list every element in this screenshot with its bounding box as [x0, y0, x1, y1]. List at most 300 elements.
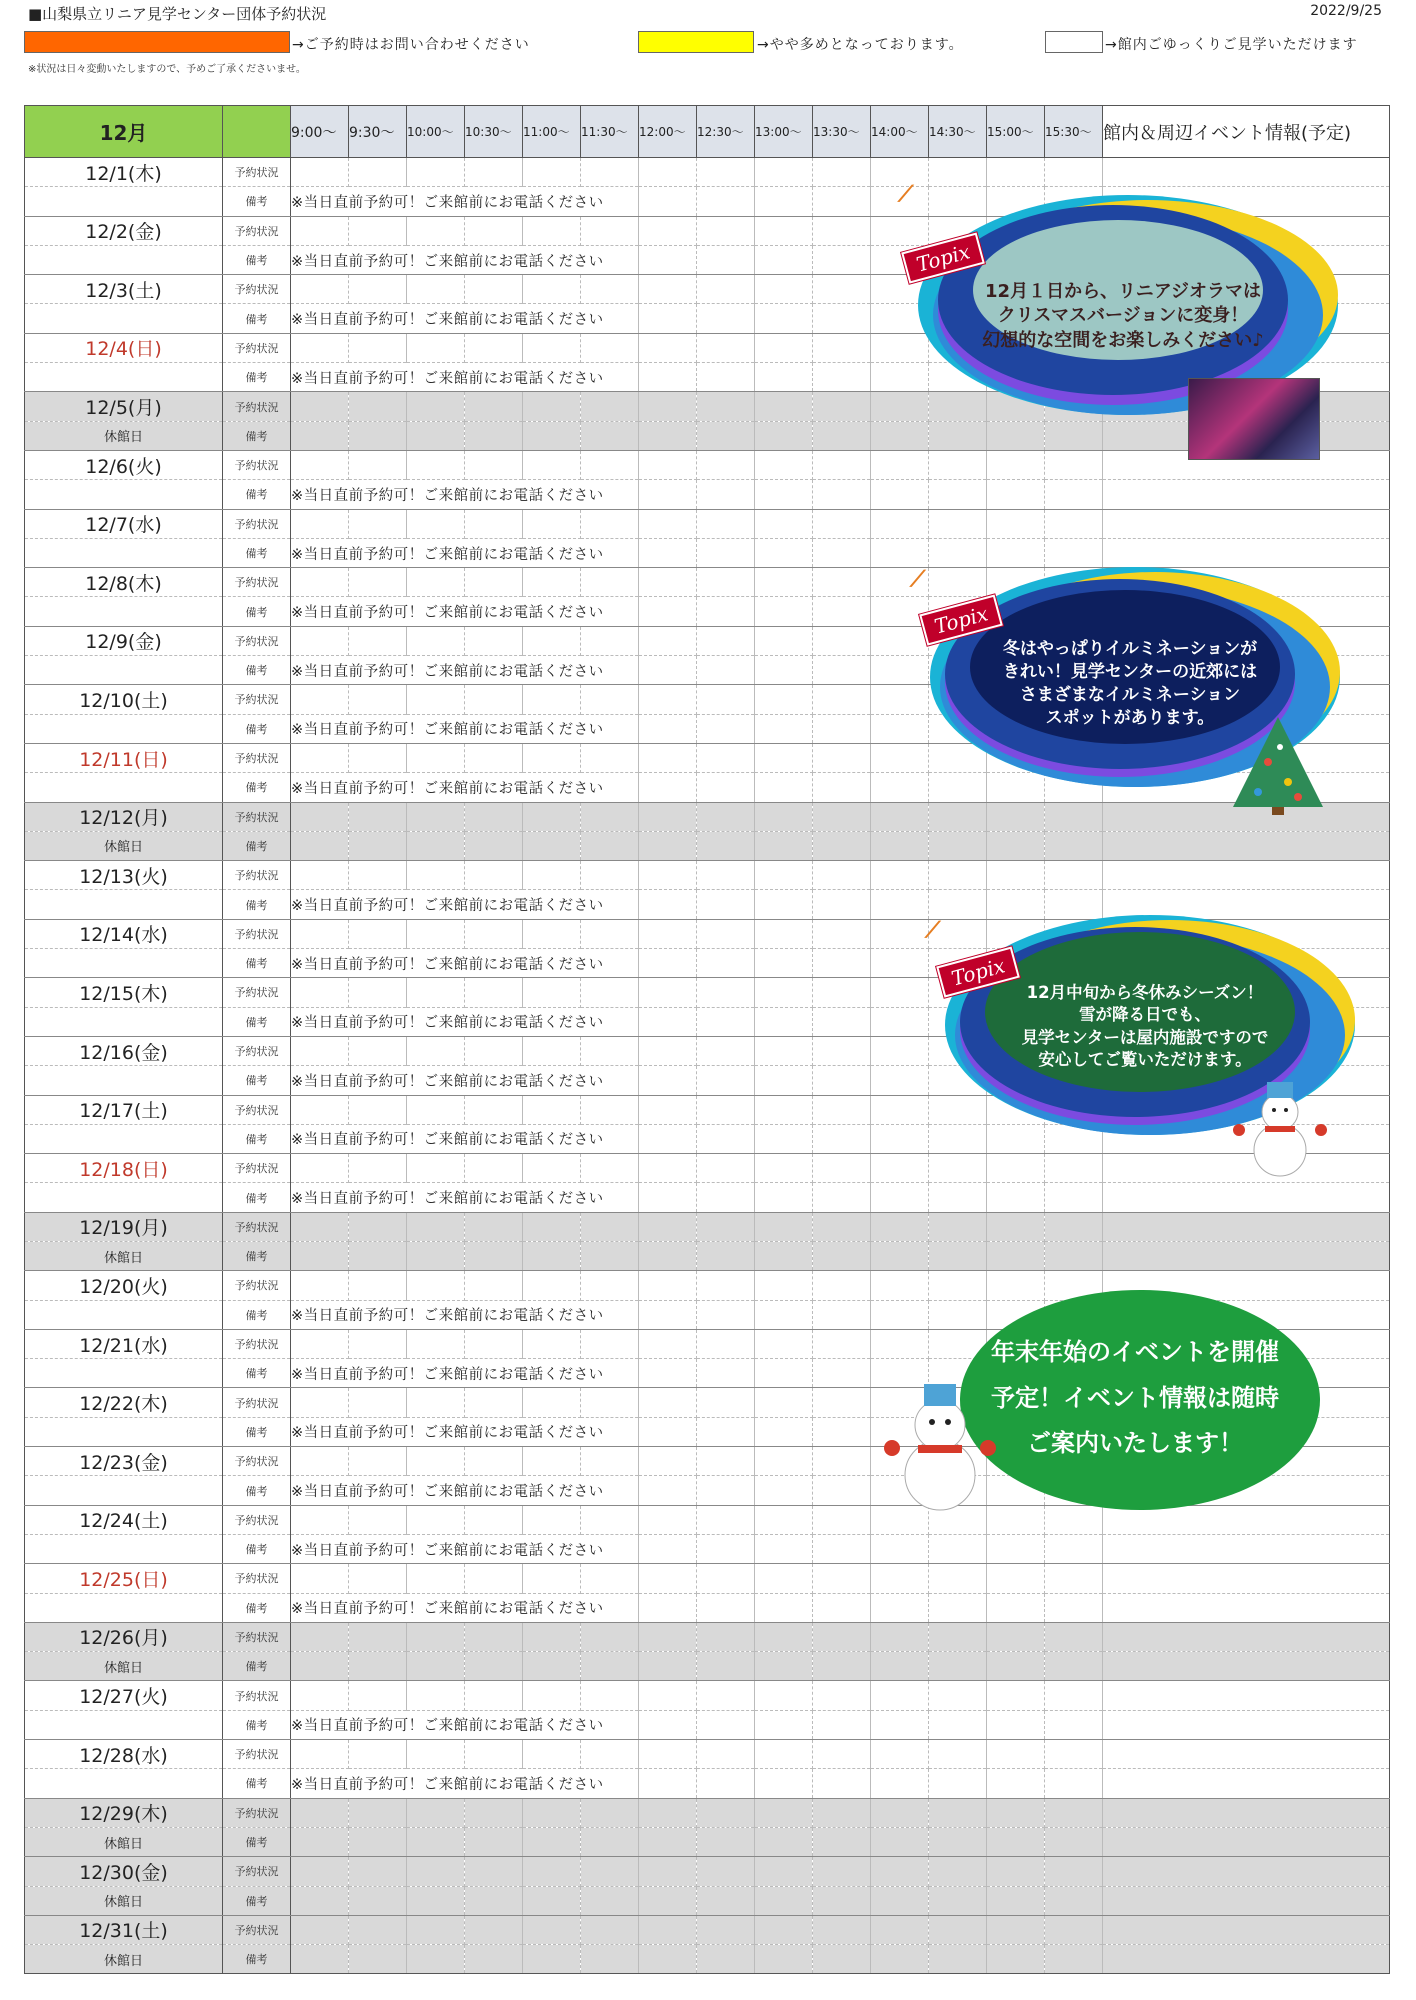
slot-status-cell: [349, 1505, 407, 1534]
slot-status-cell: [523, 509, 581, 538]
event-info-cell: [1103, 1534, 1390, 1563]
slot-remarks-cell: [465, 1241, 523, 1270]
slot-remarks-cell: [639, 363, 697, 392]
slot-remarks-cell: [697, 1476, 755, 1505]
slot-status-cell: [349, 978, 407, 1007]
closed-day-label: 休館日: [25, 1241, 223, 1270]
slot-status-cell: [465, 1564, 523, 1593]
closed-day-label: 休館日: [25, 831, 223, 860]
event-info-cell: [1103, 509, 1390, 538]
slot-status-cell: [929, 1622, 987, 1651]
slot-status-cell: [349, 919, 407, 948]
slot-status-cell: [523, 158, 581, 187]
closed-day-label: [25, 1710, 223, 1739]
status-label: 予約状況: [223, 1857, 291, 1886]
slot-remarks-cell: [871, 1183, 929, 1212]
slot-status-cell: [465, 275, 523, 304]
slot-status-cell: [697, 978, 755, 1007]
slot-status-cell: [581, 1857, 639, 1886]
slot-status-cell: [465, 509, 523, 538]
remarks-cell: ※当日直前予約可！ご来館前にお電話ください: [291, 304, 639, 333]
slot-status-cell: [581, 685, 639, 714]
slot-status-cell: [697, 1915, 755, 1944]
slot-status-cell: [523, 1154, 581, 1183]
slot-remarks-cell: [755, 1007, 813, 1036]
slot-status-cell: [697, 568, 755, 597]
topic-bubble-4: [880, 1290, 1330, 1530]
slot-status-cell: [1045, 1915, 1103, 1944]
slot-remarks-cell: [697, 1534, 755, 1563]
slot-status-cell: [349, 1740, 407, 1769]
status-label: 予約状況: [223, 1681, 291, 1710]
status-label: 予約状況: [223, 1740, 291, 1769]
slot-status-cell: [523, 1271, 581, 1300]
slot-remarks-cell: [697, 363, 755, 392]
slot-status-cell: [523, 802, 581, 831]
slot-status-cell: [697, 275, 755, 304]
slot-status-cell: [755, 743, 813, 772]
day-date: 12/17(土): [25, 1095, 223, 1124]
slot-remarks-cell: [697, 1359, 755, 1388]
closed-day-label: [25, 949, 223, 978]
slot-status-cell: [407, 743, 465, 772]
slot-status-cell: [813, 216, 871, 245]
remarks-label: 備考: [223, 1124, 291, 1153]
slot-status-cell: [1045, 1564, 1103, 1593]
slot-remarks-cell: [697, 421, 755, 450]
table-row: [25, 1183, 1390, 1212]
remarks-cell: ※当日直前予約可！ご来館前にお電話ください: [291, 1007, 639, 1036]
slot-remarks-cell: [755, 890, 813, 919]
slot-remarks-cell: [755, 1886, 813, 1915]
slot-remarks-cell: [755, 363, 813, 392]
closed-day-label: 休館日: [25, 421, 223, 450]
event-info-cell: [1103, 1915, 1390, 1944]
slot-status-cell: [523, 1857, 581, 1886]
slot-status-cell: [813, 1798, 871, 1827]
day-date: 12/21(水): [25, 1329, 223, 1358]
slot-status-cell: [465, 1915, 523, 1944]
slot-status-cell: [1045, 1622, 1103, 1651]
slot-remarks-cell: [523, 1945, 581, 1974]
slot-remarks-cell: [987, 1710, 1045, 1739]
remarks-cell: ※当日直前予約可！ご来館前にお電話ください: [291, 890, 639, 919]
table-row: [25, 1886, 1390, 1915]
slot-status-cell: [639, 1505, 697, 1534]
slot-status-cell: [349, 509, 407, 538]
slot-remarks-cell: [697, 656, 755, 685]
topix-badge: Topix: [901, 232, 985, 283]
time-slot-header: 12:30～: [697, 106, 755, 158]
slot-remarks-cell: [639, 187, 697, 216]
slot-status-cell: [465, 216, 523, 245]
slot-status-cell: [639, 509, 697, 538]
slot-remarks-cell: [1045, 1534, 1103, 1563]
day-date: 12/18(日): [25, 1154, 223, 1183]
slot-status-cell: [755, 802, 813, 831]
closed-day-label: 休館日: [25, 1945, 223, 1974]
remarks-label: 備考: [223, 538, 291, 567]
slot-status-cell: [813, 1329, 871, 1358]
day-date: 12/13(火): [25, 861, 223, 890]
slot-remarks-cell: [465, 1945, 523, 1974]
slot-status-cell: [697, 1564, 755, 1593]
time-slot-header: 12:00～: [639, 106, 697, 158]
slot-status-cell: [581, 1212, 639, 1241]
slot-status-cell: [1045, 1681, 1103, 1710]
slot-status-cell: [813, 158, 871, 187]
slot-status-cell: [697, 333, 755, 362]
slot-remarks-cell: [291, 1945, 349, 1974]
slot-status-cell: [291, 1622, 349, 1651]
slot-status-cell: [639, 1798, 697, 1827]
slot-status-cell: [929, 1681, 987, 1710]
remarks-cell: ※当日直前予約可！ご来館前にお電話ください: [291, 1534, 639, 1563]
day-date: 12/6(火): [25, 450, 223, 479]
slot-remarks-cell: [465, 1827, 523, 1856]
slot-status-cell: [871, 919, 929, 948]
slot-remarks-cell: [755, 245, 813, 274]
slot-status-cell: [465, 1447, 523, 1476]
closed-day-label: [25, 1417, 223, 1446]
slot-remarks-cell: [813, 187, 871, 216]
remarks-cell: ※当日直前予約可！ご来館前にお電話ください: [291, 363, 639, 392]
slot-remarks-cell: [987, 1241, 1045, 1270]
slot-status-cell: [697, 1857, 755, 1886]
slot-remarks-cell: [813, 1886, 871, 1915]
slot-status-cell: [1045, 1857, 1103, 1886]
slot-remarks-cell: [929, 1827, 987, 1856]
slot-remarks-cell: [929, 1652, 987, 1681]
closed-day-label: [25, 656, 223, 685]
day-date: 12/20(火): [25, 1271, 223, 1300]
remarks-cell: ※当日直前予約可！ご来館前にお電話ください: [291, 538, 639, 567]
slot-status-cell: [465, 568, 523, 597]
slot-status-cell: [929, 1212, 987, 1241]
slot-status-cell: [697, 1740, 755, 1769]
slot-remarks-cell: [1045, 1183, 1103, 1212]
slot-remarks-cell: [755, 1945, 813, 1974]
slot-status-cell: [755, 216, 813, 245]
slot-remarks-cell: [349, 1945, 407, 1974]
slot-status-cell: [581, 1154, 639, 1183]
slot-remarks-cell: [465, 831, 523, 860]
slot-remarks-cell: [697, 1945, 755, 1974]
slot-status-cell: [523, 685, 581, 714]
slot-status-cell: [291, 1564, 349, 1593]
legend-label-yellow: →やや多めとなっております。: [757, 37, 964, 53]
slot-status-cell: [581, 919, 639, 948]
slot-remarks-cell: [697, 1241, 755, 1270]
remarks-cell: ※当日直前予約可！ご来館前にお電話ください: [291, 1476, 639, 1505]
slot-status-cell: [291, 1740, 349, 1769]
remarks-cell: ※当日直前予約可！ご来館前にお電話ください: [291, 1359, 639, 1388]
slot-remarks-cell: [639, 1593, 697, 1622]
slot-status-cell: [639, 1271, 697, 1300]
legend-swatch-white: [1045, 31, 1103, 53]
slot-status-cell: [407, 216, 465, 245]
slot-remarks-cell: [349, 1886, 407, 1915]
closed-day-label: [25, 480, 223, 509]
slot-remarks-cell: [581, 1945, 639, 1974]
day-date: 12/10(土): [25, 685, 223, 714]
slot-status-cell: [639, 1564, 697, 1593]
slot-remarks-cell: [639, 597, 697, 626]
remarks-label: 備考: [223, 773, 291, 802]
slot-status-cell: [755, 275, 813, 304]
status-label: 予約状況: [223, 1271, 291, 1300]
slot-remarks-cell: [1045, 1945, 1103, 1974]
remarks-label: 備考: [223, 597, 291, 626]
time-slot-header: 13:00～: [755, 106, 813, 158]
status-label: 予約状況: [223, 158, 291, 187]
slot-status-cell: [813, 1036, 871, 1065]
day-date: 12/26(月): [25, 1622, 223, 1651]
slot-status-cell: [987, 1740, 1045, 1769]
slot-remarks-cell: [697, 949, 755, 978]
closed-day-label: [25, 304, 223, 333]
day-date: 12/1(木): [25, 158, 223, 187]
slot-status-cell: [871, 1915, 929, 1944]
slot-status-cell: [581, 1798, 639, 1827]
status-label: 予約状況: [223, 1447, 291, 1476]
closed-day-label: [25, 1769, 223, 1798]
slot-remarks-cell: [987, 1183, 1045, 1212]
slot-remarks-cell: [755, 304, 813, 333]
closed-day-label: 休館日: [25, 1886, 223, 1915]
status-note: ※状況は日々変動いたしますので、予めご了承くださいませ。: [28, 64, 306, 75]
slot-status-cell: [581, 1564, 639, 1593]
day-date: 12/25(日): [25, 1564, 223, 1593]
slot-status-cell: [349, 275, 407, 304]
slot-remarks-cell: [813, 1534, 871, 1563]
slot-status-cell: [871, 1857, 929, 1886]
slot-remarks-cell: [291, 1886, 349, 1915]
slot-remarks-cell: [523, 1827, 581, 1856]
slot-status-cell: [581, 1036, 639, 1065]
remarks-label: 備考: [223, 714, 291, 743]
slot-remarks-cell: [639, 831, 697, 860]
slot-status-cell: [291, 568, 349, 597]
remarks-cell: ※当日直前予約可！ご来館前にお電話ください: [291, 1300, 639, 1329]
slot-remarks-cell: [523, 1886, 581, 1915]
slot-status-cell: [291, 1036, 349, 1065]
remarks-cell: ※当日直前予約可！ご来館前にお電話ください: [291, 1710, 639, 1739]
slot-status-cell: [407, 333, 465, 362]
slot-status-cell: [639, 626, 697, 655]
slot-status-cell: [349, 1095, 407, 1124]
slot-remarks-cell: [581, 1652, 639, 1681]
slot-remarks-cell: [871, 1066, 929, 1095]
status-label: 予約状況: [223, 1095, 291, 1124]
slot-remarks-cell: [929, 831, 987, 860]
remarks-label: 備考: [223, 1593, 291, 1622]
slot-status-cell: [639, 802, 697, 831]
slot-status-cell: [349, 626, 407, 655]
status-label: 予約状況: [223, 450, 291, 479]
slot-remarks-cell: [407, 1886, 465, 1915]
slot-status-cell: [291, 1095, 349, 1124]
slot-status-cell: [813, 685, 871, 714]
time-slot-header: 15:30～: [1045, 106, 1103, 158]
slot-remarks-cell: [697, 714, 755, 743]
slot-remarks-cell: [697, 773, 755, 802]
slot-status-cell: [407, 861, 465, 890]
slot-remarks-cell: [581, 1827, 639, 1856]
slot-status-cell: [639, 978, 697, 1007]
slot-status-cell: [929, 1915, 987, 1944]
slot-status-cell: [1045, 861, 1103, 890]
time-slot-header: 14:00～: [871, 106, 929, 158]
remarks-label: 備考: [223, 304, 291, 333]
table-row: [25, 861, 1390, 890]
event-info-cell: [1103, 861, 1390, 890]
slot-remarks-cell: [1045, 831, 1103, 860]
slot-remarks-cell: [1045, 1652, 1103, 1681]
slot-status-cell: [1045, 450, 1103, 479]
slot-status-cell: [407, 392, 465, 421]
slot-status-cell: [407, 626, 465, 655]
slot-status-cell: [639, 1447, 697, 1476]
slot-status-cell: [291, 158, 349, 187]
slot-status-cell: [349, 1564, 407, 1593]
slot-remarks-cell: [639, 1300, 697, 1329]
closed-day-label: [25, 1476, 223, 1505]
event-info-header: 館内＆周辺イベント情報(予定): [1103, 106, 1390, 158]
slot-remarks-cell: [755, 714, 813, 743]
slot-status-cell: [581, 1271, 639, 1300]
slot-remarks-cell: [813, 1417, 871, 1446]
time-slot-header: 10:30～: [465, 106, 523, 158]
slot-status-cell: [349, 802, 407, 831]
slot-status-cell: [755, 509, 813, 538]
day-date: 12/28(水): [25, 1740, 223, 1769]
slot-remarks-cell: [871, 890, 929, 919]
slot-status-cell: [697, 1798, 755, 1827]
slot-status-cell: [639, 1857, 697, 1886]
slot-status-cell: [407, 978, 465, 1007]
slot-remarks-cell: [407, 1945, 465, 1974]
slot-remarks-cell: [755, 1476, 813, 1505]
remarks-label: 備考: [223, 1534, 291, 1563]
slot-status-cell: [871, 450, 929, 479]
slot-remarks-cell: [697, 1417, 755, 1446]
remarks-label: 備考: [223, 1886, 291, 1915]
event-info-cell: [1103, 1857, 1390, 1886]
status-label: 予約状況: [223, 978, 291, 1007]
slot-remarks-cell: [639, 1476, 697, 1505]
table-row: [25, 1945, 1390, 1974]
slot-remarks-cell: [639, 245, 697, 274]
slot-remarks-cell: [523, 421, 581, 450]
slot-status-cell: [407, 1447, 465, 1476]
table-row: [25, 1827, 1390, 1856]
slot-remarks-cell: [523, 831, 581, 860]
slot-status-cell: [639, 158, 697, 187]
slot-status-cell: [987, 1681, 1045, 1710]
slot-remarks-cell: [291, 831, 349, 860]
slot-status-cell: [755, 1036, 813, 1065]
day-date: 12/8(木): [25, 568, 223, 597]
slot-remarks-cell: [813, 831, 871, 860]
remarks-cell: ※当日直前予約可！ご来館前にお電話ください: [291, 1124, 639, 1153]
slot-remarks-cell: [755, 1183, 813, 1212]
slot-remarks-cell: [929, 1183, 987, 1212]
table-row: [25, 1212, 1390, 1241]
slot-remarks-cell: [697, 1066, 755, 1095]
slot-status-cell: [813, 626, 871, 655]
remarks-cell: ※当日直前予約可！ご来館前にお電話ください: [291, 1593, 639, 1622]
slot-status-cell: [407, 1036, 465, 1065]
slot-remarks-cell: [639, 1769, 697, 1798]
slot-status-cell: [349, 333, 407, 362]
slot-status-cell: [929, 861, 987, 890]
slot-remarks-cell: [813, 656, 871, 685]
closed-day-label: [25, 538, 223, 567]
slot-remarks-cell: [813, 714, 871, 743]
slot-status-cell: [871, 1740, 929, 1769]
remarks-label: 備考: [223, 1183, 291, 1212]
slot-status-cell: [581, 1505, 639, 1534]
slot-status-cell: [639, 861, 697, 890]
slot-status-cell: [407, 1564, 465, 1593]
table-row: [25, 509, 1390, 538]
slot-status-cell: [291, 919, 349, 948]
slot-remarks-cell: [813, 1183, 871, 1212]
remarks-label: 備考: [223, 363, 291, 392]
slot-status-cell: [291, 275, 349, 304]
slot-remarks-cell: [639, 1066, 697, 1095]
remarks-cell: ※当日直前予約可！ご来館前にお電話ください: [291, 1417, 639, 1446]
slot-remarks-cell: [871, 831, 929, 860]
slot-remarks-cell: [813, 1476, 871, 1505]
status-label: 予約状況: [223, 1564, 291, 1593]
slot-remarks-cell: [813, 1300, 871, 1329]
slot-remarks-cell: [755, 1769, 813, 1798]
slot-status-cell: [987, 1564, 1045, 1593]
status-label: 予約状況: [223, 392, 291, 421]
slot-status-cell: [813, 1681, 871, 1710]
remarks-label: 備考: [223, 1359, 291, 1388]
document-date: 2022/9/25: [1310, 3, 1382, 19]
status-label: 予約状況: [223, 743, 291, 772]
remarks-label: 備考: [223, 421, 291, 450]
status-label: 予約状況: [223, 216, 291, 245]
slot-remarks-cell: [871, 1007, 929, 1036]
time-slot-header: 15:00～: [987, 106, 1045, 158]
closed-day-label: [25, 597, 223, 626]
slot-status-cell: [465, 978, 523, 1007]
slot-status-cell: [407, 1740, 465, 1769]
event-info-cell: [1103, 1241, 1390, 1270]
slot-status-cell: [291, 1271, 349, 1300]
slot-remarks-cell: [465, 1886, 523, 1915]
slot-remarks-cell: [987, 1652, 1045, 1681]
slot-remarks-cell: [813, 1241, 871, 1270]
snowman-icon: [1225, 1070, 1335, 1180]
table-row: [25, 1915, 1390, 1944]
table-row: [25, 1798, 1390, 1827]
table-header-row: [25, 106, 1390, 158]
slot-status-cell: [871, 1154, 929, 1183]
slot-remarks-cell: [871, 949, 929, 978]
slot-status-cell: [697, 1622, 755, 1651]
slot-status-cell: [697, 1388, 755, 1417]
slot-status-cell: [291, 1915, 349, 1944]
slot-remarks-cell: [929, 1769, 987, 1798]
table-row: [25, 1622, 1390, 1651]
slot-remarks-cell: [871, 1886, 929, 1915]
